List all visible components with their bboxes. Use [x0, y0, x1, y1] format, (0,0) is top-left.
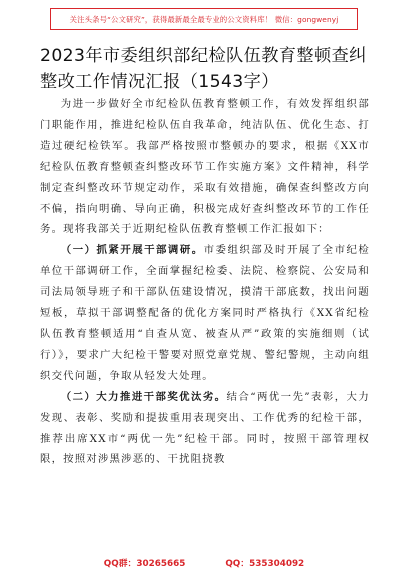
- document-title: 2023年市委组织部纪检队伍教育整顿查纠整改工作情况汇报（1543字）: [40, 46, 367, 92]
- promo-banner: [50, 8, 358, 30]
- qq-contact-value: 535304092: [249, 559, 305, 569]
- document-body: [40, 94, 370, 470]
- paragraph-section-2: [40, 387, 370, 471]
- qq-group-value: 30265665: [136, 559, 186, 569]
- qq-contact-label: QQ：: [225, 559, 250, 569]
- promo-banner-text: 关注头条号“公文研究”，获得最新最全最专业的公文资料库！ 微信：gongwenyj: [69, 14, 339, 24]
- section-heading: （二）大力推进干部奖优汰劣。: [60, 390, 227, 403]
- section-heading: （一）抓紧开展干部调研。: [60, 244, 204, 257]
- paragraph-intro: [40, 94, 370, 240]
- paragraph-text: 结合“两优一先”表彰，大力发现、表彰、奖励和提拔重用表现突出、工作优秀的纪检干部，推荐出席XX市“两优一先”纪检干部。同时，按照干部管理权限，按照对涉黑涉恶的、干扰阻挠教: [40, 390, 370, 466]
- paragraph-section-1: [40, 240, 370, 386]
- qq-group: [104, 556, 186, 574]
- contact-footer: [0, 556, 408, 574]
- qq-group-label: QQ群：: [103, 559, 137, 569]
- paragraph-text: 市委组织部及时开展了全市纪检单位干部调研工作，全面掌握纪检委、法院、检察院、公安局和司法局领导班子和干部队伍建设情况，摸清干部底数，找出问题短板，草拟干部调整配备的优化方案同时严格执行《XX省纪检队伍教育整顿适用“自查从宽、被查从严”政策的实施细则（试行）》，要求广大纪检干警要对照党章党规、警纪警规，主动向组织交代问题，争取从轻发大处理。: [40, 244, 370, 382]
- qq-contact: [225, 556, 304, 574]
- paragraph-text: 为进一步做好全市纪检队伍教育整顿工作，有效发挥组织部门职能作用，推进纪检队伍自我革命，纯洁队伍、优化生态、打造过硬纪检铁军。我部严格按照市整顿办的要求，根据《XX市纪检队伍教育整顿查纠整改环节工作实施方案》文件精神，科学制定查纠整改环节规定动作，采取有效措施，确保查纠整改方向不偏，指向明确、导向正确，积极完成好查纠整改环节的工作任务。现将我部关于近期纪检队伍教育整顿工作汇报如下：: [40, 98, 370, 236]
